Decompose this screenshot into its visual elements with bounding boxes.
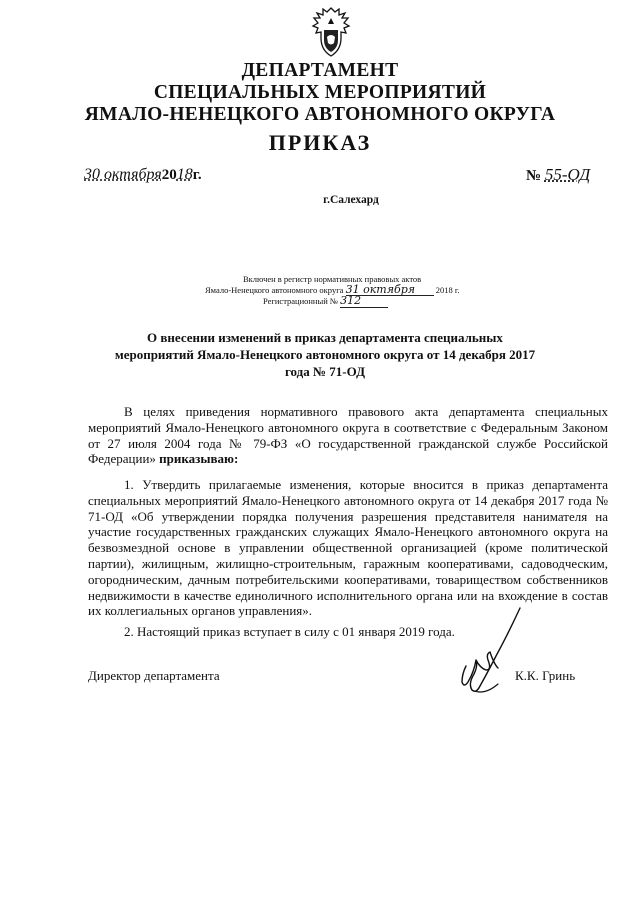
- registry-year: 2018 г.: [435, 284, 460, 295]
- order-date: [84, 166, 202, 184]
- preamble-paragraph: [88, 404, 608, 467]
- registry-stamp: [205, 274, 525, 308]
- date-year-handwritten: 18: [176, 166, 193, 183]
- date-suffix: г.: [192, 167, 202, 183]
- order-item-2-text: 2. Настоящий приказ вступает в силу с 01 января 2019 года.: [124, 624, 455, 639]
- order-item-2: [88, 624, 608, 640]
- registry-number-handwritten: 312: [340, 296, 388, 308]
- document-title: ПРИКАЗ: [268, 130, 372, 155]
- date-handwritten: 30 октября: [84, 166, 162, 183]
- coat-of-arms-icon: [308, 6, 354, 58]
- order-item-1-text: 1. Утвердить прилагаемые изменения, которые вносится в приказ департамента специальных мероприятий Ямало-Ненецкого автономного округа от 14 декабря 2017 года № 71-ОД «Об утверждении порядка получения разрешения представителя нанимателя на участие государственных гражданских служащих Ямало-Ненецкого автономного округа на безвозмездной основе в управлении общественной организацией (кроме политической партии), жилищным, жилищно-строительным, гаражным кооперативами, садоводческим, огородническим, дачным потребительскими кооперативами, товариществом собственников недвижимости в качестве единоличного исполнительного органа или на вхождение в состав их коллегиальных органов управления».: [88, 477, 608, 619]
- registry-region: Ямало-Ненецкого автономного округа: [205, 284, 344, 295]
- number-prefix: №: [526, 168, 542, 184]
- department-name-line-2: СПЕЦИАЛЬНЫХ МЕРОПРИЯТИЙ: [153, 82, 487, 103]
- order-subject: О внесении изменений в приказ департамента специальных мероприятий Ямало-Ненецкого автономного округа от 14 декабря 2017 года № 71-ОД: [114, 330, 536, 379]
- number-handwritten: 55-ОД: [544, 165, 591, 184]
- department-name-line-1: ДЕПАРТАМЕНТ: [241, 60, 399, 81]
- registry-line-2: [205, 282, 525, 297]
- city: г.Салехард: [323, 194, 379, 206]
- order-item-1: [88, 477, 608, 619]
- registry-line-1: Включен в регистр нормативных правовых актов: [243, 274, 422, 284]
- registry-line-3: [205, 296, 525, 308]
- handwritten-signature: [450, 604, 524, 700]
- registry-number-label: Регистрационный №: [263, 296, 338, 306]
- preamble-text: В целях приведения нормативного правового акта департамента специальных мероприятий Ямало-Ненецкого автономного округа в соответствие с Федеральным Законом от 27 июля 2004 года № 79-ФЗ «О государственной гражданской службе Российской Федерации»: [88, 404, 608, 467]
- signatory-name: К.К. Гринь: [515, 668, 576, 683]
- signatory-position: Директор департамента: [88, 668, 220, 683]
- department-name-line-3: ЯМАЛО-НЕНЕЦКОГО АВТОНОМНОГО ОКРУГА: [84, 104, 556, 125]
- order-number: [526, 165, 590, 185]
- registry-date-handwritten: 31 октября: [346, 285, 434, 297]
- preamble-directive: приказываю:: [159, 451, 239, 467]
- date-year-prefix: 20: [161, 167, 177, 183]
